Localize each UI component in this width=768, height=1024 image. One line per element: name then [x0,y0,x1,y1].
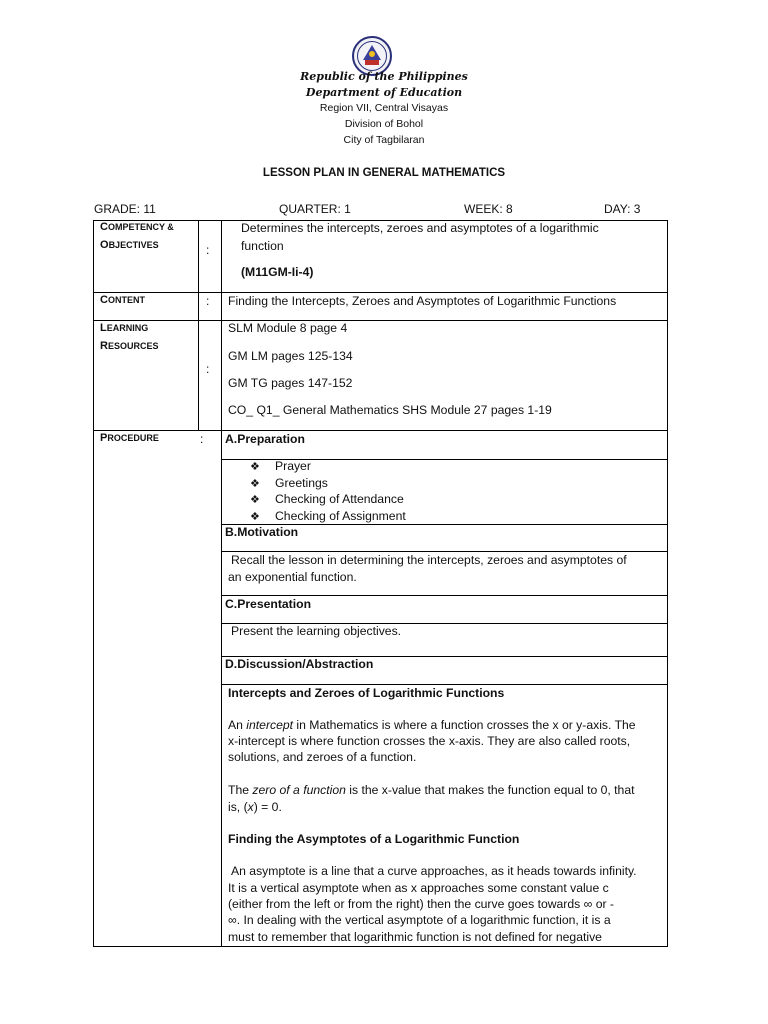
competency-label: COMPETENCY & [100,221,174,233]
asymptote-paragraph-line2: It is a vertical asymptote when as x approaches some constant value c [228,881,609,895]
asymptote-paragraph-line1: An asymptote is a line that a curve approaches, as it heads towards infinity. [231,864,637,878]
diamond-bullet-icon: ❖ [250,494,260,506]
resources-colon: : [206,362,210,376]
republic-heading: Republic of the Philippines [300,70,468,83]
diamond-bullet-icon: ❖ [250,461,260,473]
region-line: Region VII, Central Visayas [319,102,449,114]
procedure-label: PROCEDURE [100,432,159,444]
quarter-label: QUARTER: 1 [279,202,351,216]
week-label: WEEK: 8 [464,202,513,216]
resource-item: CO_ Q1_ General Mathematics SHS Module 27 pages 1-19 [228,403,552,417]
diamond-bullet-icon: ❖ [250,477,260,490]
learning-label: LEARNING [100,322,149,334]
intercept-paragraph-line3: solutions, and zeroes of a function. [228,750,417,764]
asymptote-paragraph-line5: must to remember that logarithmic function is not defined for negative [228,930,602,944]
list-item: ❖ Greetings [250,475,406,492]
table-divider-label [198,220,199,430]
intercepts-subheading: Intercepts and Zeroes of Logarithmic Functions [228,686,505,700]
resource-item: SLM Module 8 page 4 [228,321,348,335]
table-border-right [667,220,668,947]
asymptotes-subheading: Finding the Asymptotes of a Logarithmic Function [228,832,520,846]
row-divider-2 [93,320,668,321]
list-item: ❖ Checking of Assignment [250,508,406,525]
competency-text-line1: Determines the intercepts, zeroes and asymptotes of a logarithmic [241,221,599,235]
motivation-text-line1: Recall the lesson in determining the intercepts, zeroes and asymptotes of [231,553,627,567]
row-divider-3 [93,430,668,431]
list-item: ❖ Prayer [250,458,406,475]
presentation-heading: C.Presentation [225,597,312,611]
table-border-bottom [93,946,668,947]
list-item: ❖ Checking of Attendance [250,491,406,508]
table-border-left [93,220,94,947]
zero-paragraph-line2: is, (x) = 0. [228,800,282,814]
intercept-paragraph-line1: An intercept in Mathematics is where a function crosses the x or y-axis. The [228,718,636,732]
resource-item: GM LM pages 125-134 [228,349,353,363]
city-line: City of Tagbilaran [343,134,425,146]
content-colon: : [206,294,210,308]
department-heading: Department of Education [305,86,463,99]
preparation-heading: A.Preparation [225,432,305,446]
presentation-text: Present the learning objectives. [231,624,402,638]
day-label: DAY: 3 [604,202,641,216]
division-line: Division of Bohol [344,118,424,130]
competency-colon: : [206,243,210,257]
motivation-heading: B.Motivation [225,525,299,539]
preparation-list [250,458,406,524]
asymptote-paragraph-line3: (either from the left or from the right) then the curve goes towards ∞ or - [228,897,614,911]
content-text: Finding the Intercepts, Zeroes and Asymptotes of Logarithmic Functions [228,294,617,308]
content-label: CONTENT [100,294,145,306]
discussion-heading: D.Discussion/Abstraction [225,657,374,671]
zero-paragraph-line1: The zero of a function is the x-value that makes the function equal to 0, that [228,783,635,797]
diamond-bullet-icon: ❖ [250,510,260,523]
resource-item: GM TG pages 147-152 [228,376,353,390]
objectives-label: OBJECTIVES [100,239,159,251]
procedure-colon: : [200,432,204,446]
motivation-text-line2: an exponential function. [228,570,357,584]
grade-label: GRADE: 11 [94,202,156,216]
intercept-paragraph-line2: x-intercept is where function crosses the x-axis. They are also called roots, [228,734,631,748]
asymptote-paragraph-line4: ∞. In dealing with the vertical asymptote of a logarithmic function, it is a [228,913,611,927]
competency-text-line2: function [241,239,284,253]
table-divider-content [221,220,222,947]
resources-label: RESOURCES [100,340,159,352]
competency-code: (M11GM-Ii-4) [241,265,314,279]
document-title: LESSON PLAN IN GENERAL MATHEMATICS [262,167,506,179]
